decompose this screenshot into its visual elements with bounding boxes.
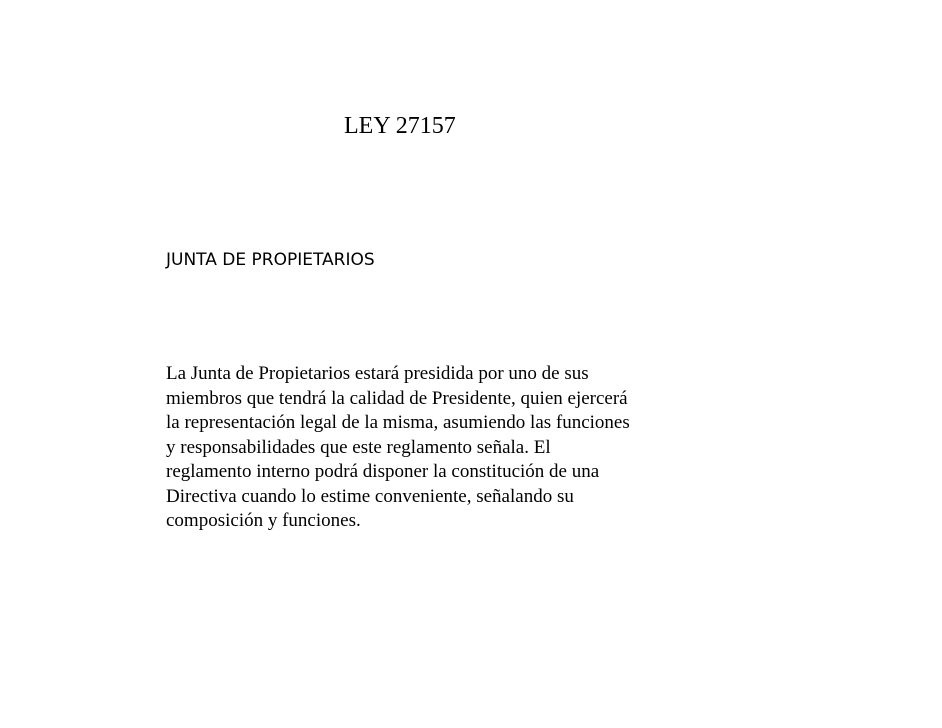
paragraph-line: miembros que tendrá la calidad de Presidente, quien ejercerá (166, 387, 628, 409)
section-heading: JUNTA DE PROPIETARIOS (166, 250, 375, 270)
paragraph-line: reglamento interno podrá disponer la constitución de una (166, 461, 600, 482)
paragraph-line: composición y funciones. (166, 510, 361, 531)
paragraph-line: la representación legal de la misma, asumiendo las funciones (166, 412, 630, 433)
paragraph-line: Directiva cuando lo estime conveniente, señalando su (166, 485, 574, 507)
paragraph-line: La Junta de Propietarios estará presidida por uno de sus (166, 363, 589, 384)
paragraph-line: y responsabilidades que este reglamento señala. El (166, 436, 551, 458)
document-title: LEY 27157 (344, 113, 456, 139)
body-paragraph (166, 362, 706, 534)
